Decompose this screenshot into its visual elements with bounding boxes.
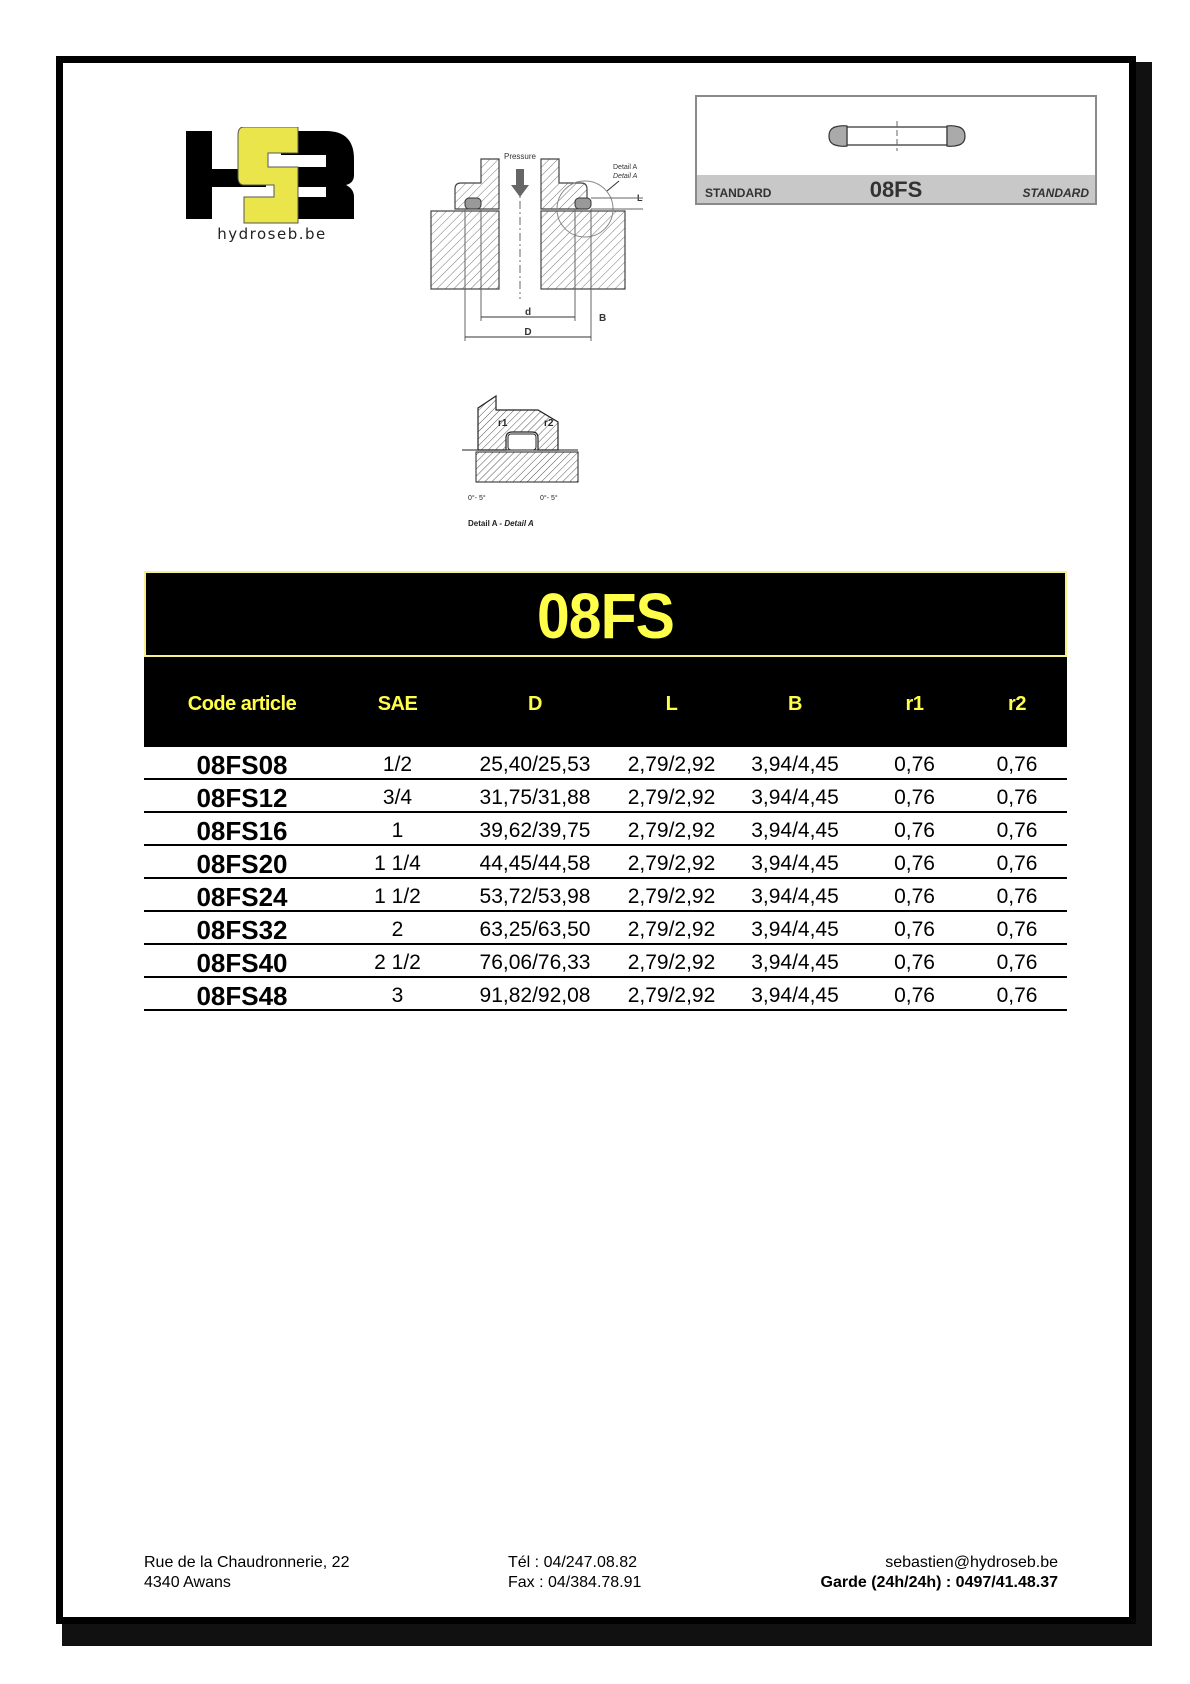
cell-r1: 0,76 [894,786,935,809]
cell-code: 08FS40 [196,948,288,978]
cell-l: 2,79/2,92 [627,786,716,809]
hydroseb-logo [186,127,358,245]
svg-text:B: B [599,313,607,324]
cell-r1: 0,76 [894,918,935,941]
col-header-d: D [528,693,542,715]
email-link[interactable]: sebastien@hydroseb.be [885,1554,1058,1571]
table-row [144,780,1067,813]
cell-d: 63,25/63,50 [479,918,591,941]
cell-r2: 0,76 [996,918,1038,941]
cell-l: 2,79/2,92 [627,819,716,842]
cell-sae: 1 1/2 [374,885,421,908]
cell-b: 3,94/4,45 [751,951,839,974]
cell-r2: 0,76 [996,885,1038,908]
cell-code: 08FS20 [196,849,288,879]
emergency-phone: Garde (24h/24h) : 0497/41.48.37 [820,1574,1058,1591]
col-header-l: L [665,693,678,715]
cell-code: 08FS32 [196,915,288,945]
cell-code: 08FS08 [196,750,288,780]
cell-b: 3,94/4,45 [751,753,839,776]
cell-sae: 1 1/4 [374,852,421,875]
standard-profile-box [695,95,1097,205]
cell-b: 3,94/4,45 [751,819,839,842]
pressure-label: Pressure [503,152,537,161]
cell-code: 08FS24 [196,882,288,912]
address-line-2: 4340 Awans [144,1574,231,1591]
svg-text:d: d [524,307,532,318]
svg-text:0°- 5°: 0°- 5° [540,495,558,502]
telephone: Tél : 04/247.08.82 [508,1554,637,1571]
table-row [144,912,1067,945]
cell-d: 53,72/53,98 [479,885,591,908]
table-row [144,945,1067,978]
cell-code: 08FS48 [196,981,288,1011]
seal-profile-icon [827,121,967,151]
footer-phone [508,1553,641,1593]
footer-address [144,1553,349,1593]
cell-r2: 0,76 [996,984,1038,1007]
standard-code: 08FS [869,177,923,202]
cell-code: 08FS12 [196,783,288,813]
cell-r2: 0,76 [996,786,1038,809]
standard-label-right: STANDARD [1022,186,1089,200]
cell-r1: 0,76 [894,852,935,875]
cell-r2: 0,76 [996,951,1038,974]
cell-sae: 3/4 [382,786,413,809]
cell-b: 3,94/4,45 [751,852,839,875]
cell-l: 2,79/2,92 [627,885,716,908]
svg-text:r2: r2 [544,418,554,429]
table-title-bar [144,571,1067,657]
table-row [144,978,1067,1011]
table-title: 08FS [536,580,675,652]
cell-code: 08FS16 [196,816,288,846]
standard-label-left: STANDARD [705,186,772,200]
cell-r1: 0,76 [894,819,935,842]
cell-sae: 2 [391,918,404,941]
svg-text:Detail A - Detail A: Detail A - Detail A [468,519,534,528]
col-header-code: Code article [187,693,297,715]
cell-b: 3,94/4,45 [751,918,839,941]
cell-d: 25,40/25,53 [479,753,591,776]
svg-text:D: D [524,327,532,338]
cell-r2: 0,76 [996,753,1038,776]
cell-d: 44,45/44,58 [479,852,591,875]
table-body [144,747,1067,1011]
table-row [144,879,1067,912]
document-page [56,56,1136,1624]
cell-r1: 0,76 [894,951,935,974]
cell-l: 2,79/2,92 [627,984,716,1007]
table-row [144,747,1067,780]
detail-a-diagram [458,388,598,538]
cell-sae: 1 [391,819,404,842]
cell-d: 76,06/76,33 [479,951,591,974]
cross-section-diagram [415,149,715,349]
footer-contact [748,1553,1058,1593]
svg-text:L: L [637,193,643,203]
cell-d: 31,75/31,88 [479,786,591,809]
svg-text:Detail A: Detail A [613,164,638,171]
cell-sae: 1/2 [382,753,413,776]
cell-l: 2,79/2,92 [627,852,716,875]
cell-l: 2,79/2,92 [627,951,716,974]
table-header [144,657,1067,747]
cell-d: 91,82/92,08 [479,984,591,1007]
cell-r1: 0,76 [894,753,935,776]
svg-text:Detail A: Detail A [613,173,638,180]
cell-r2: 0,76 [996,852,1038,875]
cell-d: 39,62/39,75 [479,819,591,842]
svg-text:r1: r1 [498,418,508,429]
cell-l: 2,79/2,92 [627,753,716,776]
cell-sae: 3 [391,984,404,1007]
col-header-r1: r1 [905,693,924,715]
address-line-1: Rue de la Chaudronnerie, 22 [144,1554,350,1571]
col-header-sae: SAE [377,693,418,715]
flange-seal-cross-section-icon [415,149,715,389]
cell-b: 3,94/4,45 [751,984,839,1007]
col-header-r2: r2 [1008,693,1026,715]
logo-wordmark: hydroseb.be [217,225,327,243]
detail-a-section-icon [458,388,598,538]
cell-r1: 0,76 [894,984,935,1007]
cell-b: 3,94/4,45 [751,885,839,908]
cell-r1: 0,76 [894,885,935,908]
fax: Fax : 04/384.78.91 [508,1574,642,1591]
svg-text:0°- 5°: 0°- 5° [468,495,486,502]
standard-bar [697,175,1095,203]
cell-b: 3,94/4,45 [751,786,839,809]
col-header-b: B [788,693,802,715]
hs-logo-icon [186,127,358,227]
cell-sae: 2 1/2 [374,951,421,974]
cell-l: 2,79/2,92 [627,918,716,941]
table-row [144,813,1067,846]
table-row [144,846,1067,879]
cell-r2: 0,76 [996,819,1038,842]
